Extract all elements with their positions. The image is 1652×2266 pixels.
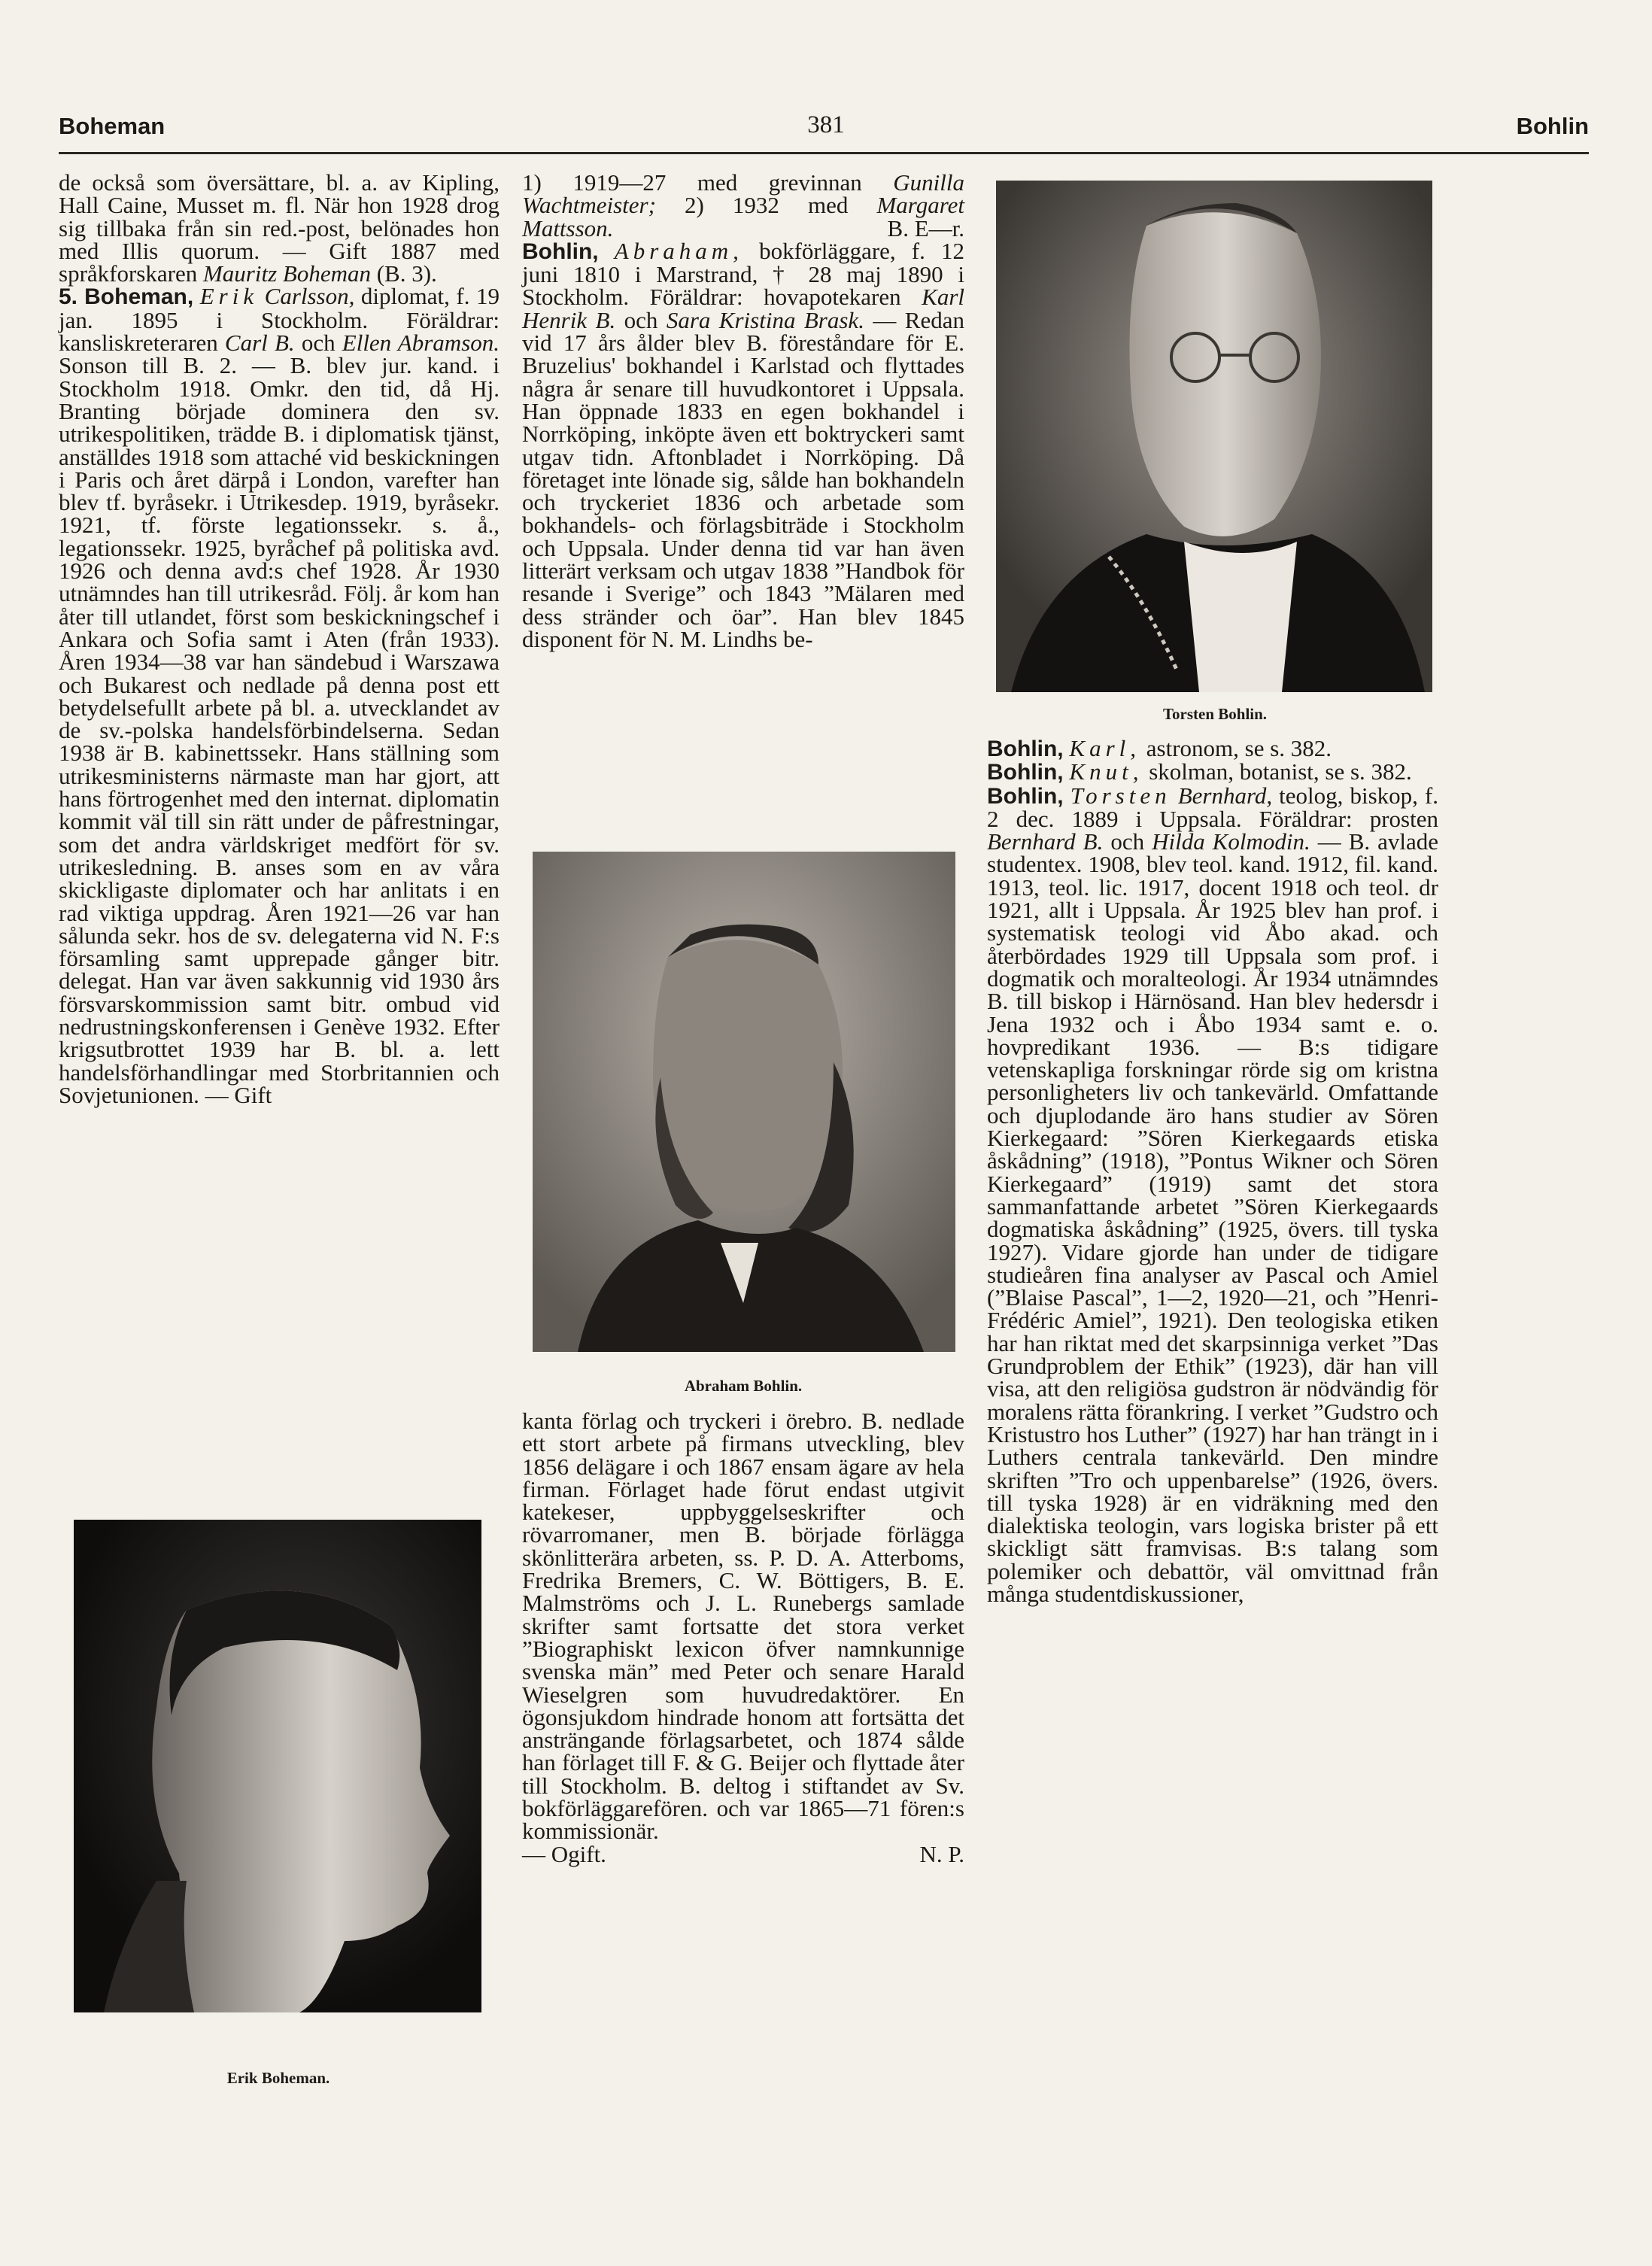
entry-karl-bohlin: Bohlin, Karl, astronom, se s. 382.: [987, 735, 1332, 761]
running-head-left: Boheman: [59, 113, 166, 139]
portrait-torsten-bohlin: [996, 181, 1432, 692]
caption-torsten-bohlin: Torsten Bohlin.: [1162, 705, 1268, 723]
column-2-bottom: kanta förlag och tryckeri i örebro. B. nedlade ett stort arbete på firmans utveckling, blev 1856 delägare i och 1867 ensam ägare av hela firman. Förlaget hade förut endast utgivit katekeser, uppbyggelseskrifter och rövarromaner, men B. började förlägga skönlitterära arbeten, ss. P. D. A. Atterboms, Fredrika Bremers, C. W. Böttigers, B. E. Malmströms och J. L. Runebergs samlade skrifter samt fortsatte det stora verket ”Biographiskt lexicon öfver namnkunnige svenska män” med Peter och senare Harald Wieselgren som huvudredaktörer. En ögonsjukdom hindrade honom att fortsätta det ansträngande förlagsarbetet, och 1874 sålde han förlaget till F. & G. Beijer och flyttade åter till Stockholm. B. deltog i stiftandet av Sv. bokförläggarefören. och var 1865—71 fören:s kommissionär. — Ogift. N. P.: [522, 1408, 964, 1867]
headword: Bohlin,: [987, 760, 1064, 785]
portrait-erik-boheman: [74, 1520, 481, 2012]
entry-abraham-bohlin: Bohlin, Abraham, bokförläggare, f. 12 juni 1810 i Marstrand, † 28 maj 1890 i Stockholm. Föräldrar: hovapotekaren Karl Henrik B. och Sara Kristina Brask. — Redan vid 17 års ålder blev B. föreståndare för E. Bruzelius' bokhandel i Karlstad och flyttades några år senare till huvudkontoret i Uppsala. Han öppnade 1833 en egen bokhandel i Norrköping, inköpte även ett boktryckeri samt utgav tidn. Aftonbladet i Norrköping. Då företaget inte lönade sig, sålde han bokhandeln och tryckeriet 1836 och arbetade som bokhandels- och förlagsbiträde i Stockholm och Uppsala. Under denna tid var han även litterärt verksam och utgav 1838 ”Handbok för resande i Sverige” och 1843 ”Mälaren med dess stränder och öar”. Han blev 1845 disponent för N. M. Lindhs be-: [522, 237, 965, 652]
running-head-right: Bohlin: [1516, 113, 1589, 139]
entry-torsten-bohlin: Bohlin, Torsten Bernhard, teolog, biskop, f. 2 dec. 1889 i Uppsala. Föräldrar: prosten Bernhard B. och Hilda Kolmodin. — B. avlade studentex. 1908, blev teol. kand. 1912, fil. kand. 1913, teol. lic. 1917, docent 1918 och teol. dr 1921, allt i Uppsala. År 1925 blev han prof. i systematisk teologi vid Åbo akad. och återbördades 1929 till Uppsala som prof. i dogmatik och moralteologi. År 1934 utnämndes B. till biskop i Härnösand. Han blev hedersdr i Jena 1932 och i Åbo 1934 samt e. o. hovpredikant 1936. — B:s tidigare vetenskapliga forskningar rörde sig om kristna personligheters liv och tankevärld. Omfattande och djuplodande äro hans studier av Sören Kierkegaard: ”Sören Kierkegaards etiska åskådning” (1918), ”Pontus Wikner och Sören Kierkegaard” (1919) samt det stora sammanfattande arbetet ”Sören Kierkegaards dogmatiska åskådning” (1925, övers. till tyska 1927). Vidare gjorde han under de tidigare studieåren fina analyser av Pascal och Amiel (”Blaise Pascal”, 1—2, 1920—21, och ”Henri-Frédéric Amiel”, 1921). Den teologiska etiken har han riktat med det skarpsinniga verket ”Das Grundproblem der Ethik” (1923), där han vill visa, att den religiösa gudstron är nödvändig för moralens rätta förankring. I verket ”Gudstro och Kristustro hos Luther” (1927) har han trängt in i Luthers centrala tankevärld. Den mindre skriften ”Tro och uppenbarelse” (1926, övers. till tyska 1928) är en vidräkning med den dialektiska teologin, vars logiska brister på ett skickligt sätt framvisas. B:s talang som polemiker och debattör, väl omvittnad från många studentdiskussioner,: [987, 782, 1439, 1607]
headword: Bohlin,: [987, 783, 1064, 809]
headword: Bohlin,: [522, 238, 599, 264]
entry-knut-bohlin: Bohlin, Knut, skolman, botanist, se s. 382.: [987, 758, 1412, 785]
caption-erik-boheman: Erik Boheman.: [226, 2069, 330, 2087]
column-3: [987, 737, 1438, 1605]
caption-abraham-bohlin: Abraham Bohlin.: [684, 1377, 803, 1395]
page-number: 381: [807, 111, 845, 138]
entry-continuation: de också som översättare, bl. a. av Kipling, Hall Caine, Musset m. fl. När hon 1928 drog sig tillbaka från sin red.-post, belönades hon med Illis quorum. — Gift 1887 med språkforskaren Mauritz Boheman (B. 3).: [59, 169, 500, 287]
author-signature: B. E—r.: [887, 214, 964, 241]
entry-erik-boheman-end: 1) 1919—27 med grevinnan Gunilla Wachtmeister; 2) 1932 med Margaret Mattsson. B. E—r.: [522, 169, 964, 241]
header-rule: [59, 152, 1589, 154]
portrait-abraham-bohlin: [533, 852, 955, 1352]
headword: 5. Boheman,: [59, 284, 194, 310]
column-1: [59, 169, 500, 1108]
author-signature: N. P.: [919, 1840, 964, 1867]
column-2-top: [522, 169, 965, 652]
entry-erik-boheman: 5. Boheman, Erik Carlsson, diplomat, f. 19 jan. 1895 i Stockholm. Föräldrar: kansliskreteraren Carl B. och Ellen Abramson. Sonson till B. 2. — B. blev jur. kand. i Stockholm 1918. Omkr. den tid, då Hj. Branting började dominera den sv. utrikespolitiken, trädde B. i diplomatisk tjänst, anställdes 1918 som attaché vid beskickningen i Paris och året därpå i London, varefter han blev tf. byråsekr. i Utrikesdep. 1919, byråsekr. 1921, tf. förste legationssekr. s. å., legationssekr. 1925, byråchef på politiska avd. 1926 och denna avd:s chef 1928. År 1930 utnämndes han till utrikesråd. Följ. år kom han åter till utlandet, först som beskickningschef i Ankara och Sofia samt i Aten (från 1933). Åren 1934—38 var han sändebud i Warszawa och Bukarest och nedlade på denna post ett betydelsefullt arbete på bl. a. utvecklandet av de sv.-polska handelsförbindelserna. Sedan 1938 är B. kabinettssekr. Hans ställning som utrikesministerns närmaste man har gjort, att hans förtrogenhet med den internat. diplomatin kommit väl till sin rätt under de påfrestningar, som det andra världskriget medfört för sv. utrikesledning. B. anses som en av våra skickligaste diplomater och har anlitats i en rad viktiga uppdrag. Åren 1921—26 var han sålunda sekr. hos de sv. delegaterna vid N. F:s församling samt upprepade gånger bitr. delegat. Han var även sakkunnig vid 1930 års försvarskommission samt bitr. ombud vid nedrustningskonferensen i Genève 1932. Efter krigsutbrottet 1939 har B. bl. a. lett handelsförhandlingar med Storbritannien och Sovjetunionen. — Gift: [59, 283, 500, 1108]
headword: Bohlin,: [987, 737, 1064, 761]
